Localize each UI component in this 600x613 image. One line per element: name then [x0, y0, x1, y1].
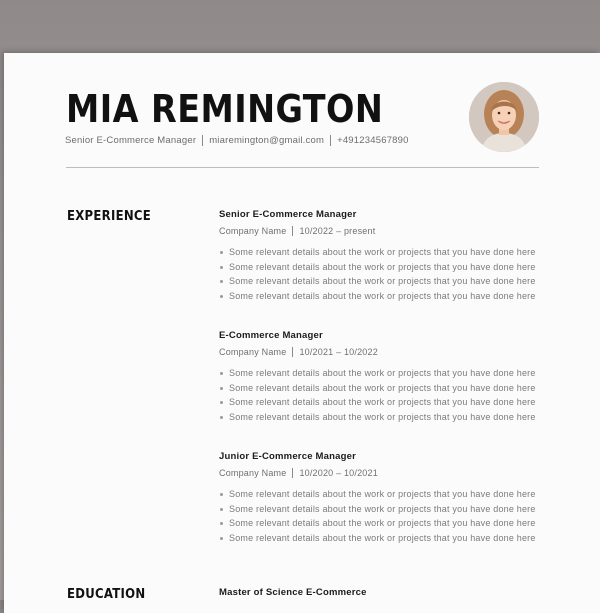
section-title-experience: EXPERIENCE	[67, 209, 152, 224]
candidate-name: MIA REMINGTON	[66, 87, 384, 131]
divider	[202, 135, 203, 146]
divider	[292, 468, 293, 478]
list-item: Some relevant details about the work or projects that you have done here	[219, 289, 549, 304]
job-title: Junior E-Commerce Manager	[219, 451, 356, 462]
section-title-education: EDUCATION	[67, 587, 146, 602]
company-name: Company Name	[219, 468, 287, 478]
job-role: Senior E-Commerce Manager	[65, 135, 197, 146]
phone: +491234567890	[337, 135, 409, 146]
job-dates: 10/2021 – 10/2022	[299, 347, 378, 357]
job-dates: 10/2020 – 10/2021	[299, 468, 378, 478]
list-item: Some relevant details about the work or projects that you have done here	[219, 487, 549, 502]
job-details	[219, 487, 549, 545]
divider	[292, 347, 293, 357]
divider	[330, 135, 331, 146]
job-meta	[219, 468, 549, 478]
list-item: Some relevant details about the work or projects that you have done here	[219, 274, 549, 289]
resume-page	[4, 53, 600, 613]
job-title: E-Commerce Manager	[219, 330, 323, 341]
job-entry	[219, 209, 549, 303]
company-name: Company Name	[219, 347, 287, 357]
job-meta	[219, 226, 549, 236]
list-item: Some relevant details about the work or projects that you have done here	[219, 245, 549, 260]
contact-line	[65, 135, 409, 146]
header-divider	[66, 167, 539, 168]
job-meta	[219, 347, 549, 357]
job-details	[219, 245, 549, 303]
job-title: Senior E-Commerce Manager	[219, 209, 357, 220]
job-entry	[219, 330, 549, 424]
education-entry	[219, 587, 549, 598]
job-dates: 10/2022 – present	[299, 226, 376, 236]
list-item: Some relevant details about the work or projects that you have done here	[219, 381, 549, 396]
job-entry	[219, 451, 549, 545]
list-item: Some relevant details about the work or projects that you have done here	[219, 395, 549, 410]
list-item: Some relevant details about the work or projects that you have done here	[219, 516, 549, 531]
list-item: Some relevant details about the work or projects that you have done here	[219, 260, 549, 275]
job-details	[219, 366, 549, 424]
company-name: Company Name	[219, 226, 287, 236]
list-item: Some relevant details about the work or projects that you have done here	[219, 531, 549, 546]
profile-photo	[469, 82, 539, 152]
list-item: Some relevant details about the work or projects that you have done here	[219, 366, 549, 381]
list-item: Some relevant details about the work or projects that you have done here	[219, 502, 549, 517]
degree-title: Master of Science E-Commerce	[219, 587, 367, 598]
email: miaremington@gmail.com	[209, 135, 325, 146]
divider	[292, 226, 293, 236]
list-item: Some relevant details about the work or projects that you have done here	[219, 410, 549, 425]
